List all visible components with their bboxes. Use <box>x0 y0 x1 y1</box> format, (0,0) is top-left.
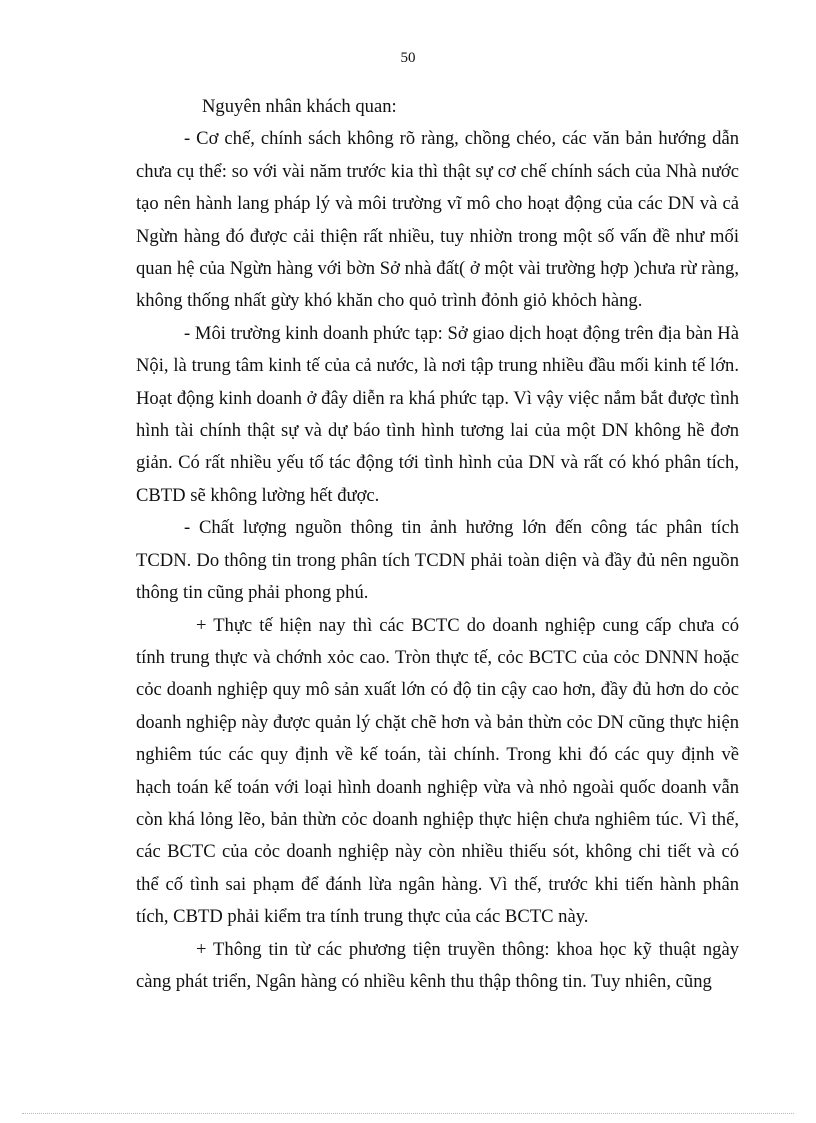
page-bottom-divider <box>22 1113 794 1114</box>
document-body <box>136 91 739 998</box>
paragraph-business-environment: - Môi trường kinh doanh phức tạp: Sở giao dịch hoạt động trên địa bàn Hà Nội, là trung tâm kinh tế của cả nước, là nơi tập trung nhiều đầu mối kinh tế lớn. Hoạt động kinh doanh ở đây diễn ra khá phức tạp. Vì vậy việc nắm bắt được tình hình tài chính thật sự và dự báo tình hình tương lai của một DN không hề đơn giản. Có rất nhiều yếu tố tác động tới tình hình của DN và rất có khó phân tích, CBTD sẽ không lường hết được. <box>136 322 739 506</box>
paragraph-policy: - Cơ chế, chính sách không rõ ràng, chồng chéo, các văn bản hướng dẫn chưa cụ thể: so với vài năm trước kia thì thật sự cơ chế chính sách của Nhà nước tạo nên hành lang pháp lý và môi trường vĩ mô cho hoạt động của các DN và cả Ngừn hàng đó được cải thiện rất nhiều, tuy nhiờn trong một số vấn đề như mối quan hệ của Ngừn hàng với bờn Sở nhà đất( ở một vài trường hợp )chưa rừ ràng, không thống nhất gừy khó khăn cho quỏ trình đỏnh giỏ khỏch hàng. <box>136 128 739 312</box>
section-heading: Nguyên nhân khách quan: <box>202 96 397 117</box>
paragraph-information-quality: - Chất lượng nguồn thông tin ảnh hưởng lớn đến công tác phân tích TCDN. Do thông tin trong phân tích TCDN phải toàn diện và đầy đủ nên nguồn thông tin cũng phải phong phú. <box>136 517 739 604</box>
page-number: 50 <box>400 50 416 66</box>
paragraph-financial-reports: + Thực tế hiện nay thì các BCTC do doanh nghiệp cung cấp chưa có tính trung thực và chớnh xỏc cao. Tròn thực tế, cỏc BCTC của cỏc DNNN hoặc cỏc doanh nghiệp quy mô sản xuất lớn có độ tin cậy cao hơn, đầy đủ hơn do cỏc doanh nghiệp này được quản lý chặt chẽ hơn và bản thừn cỏc DN cũng thực hiện nghiêm túc các quy định về kế toán, tài chính. Trong khi đó các quy định về hạch toán kế toán với loại hình doanh nghiệp vừa và nhỏ ngoài quốc doanh vẫn còn khá lỏng lẽo, bản thừn cỏc doanh nghiệp thực hiện chưa nghiêm túc. Vì thế, các BCTC của cỏc doanh nghiệp này còn nhiều thiếu sót, không chi tiết và có thể cố tình sai phạm để đánh lừa ngân hàng. Vì thế, trước khi tiến hành phân tích, CBTD phải kiểm tra tính trung thực của các BCTC này. <box>136 614 739 928</box>
paragraph-media-information: + Thông tin từ các phương tiện truyền thông: khoa học kỹ thuật ngày càng phát triển, Ngân hàng có nhiều kênh thu thập thông tin. Tuy nhiên, cũng <box>136 938 739 992</box>
